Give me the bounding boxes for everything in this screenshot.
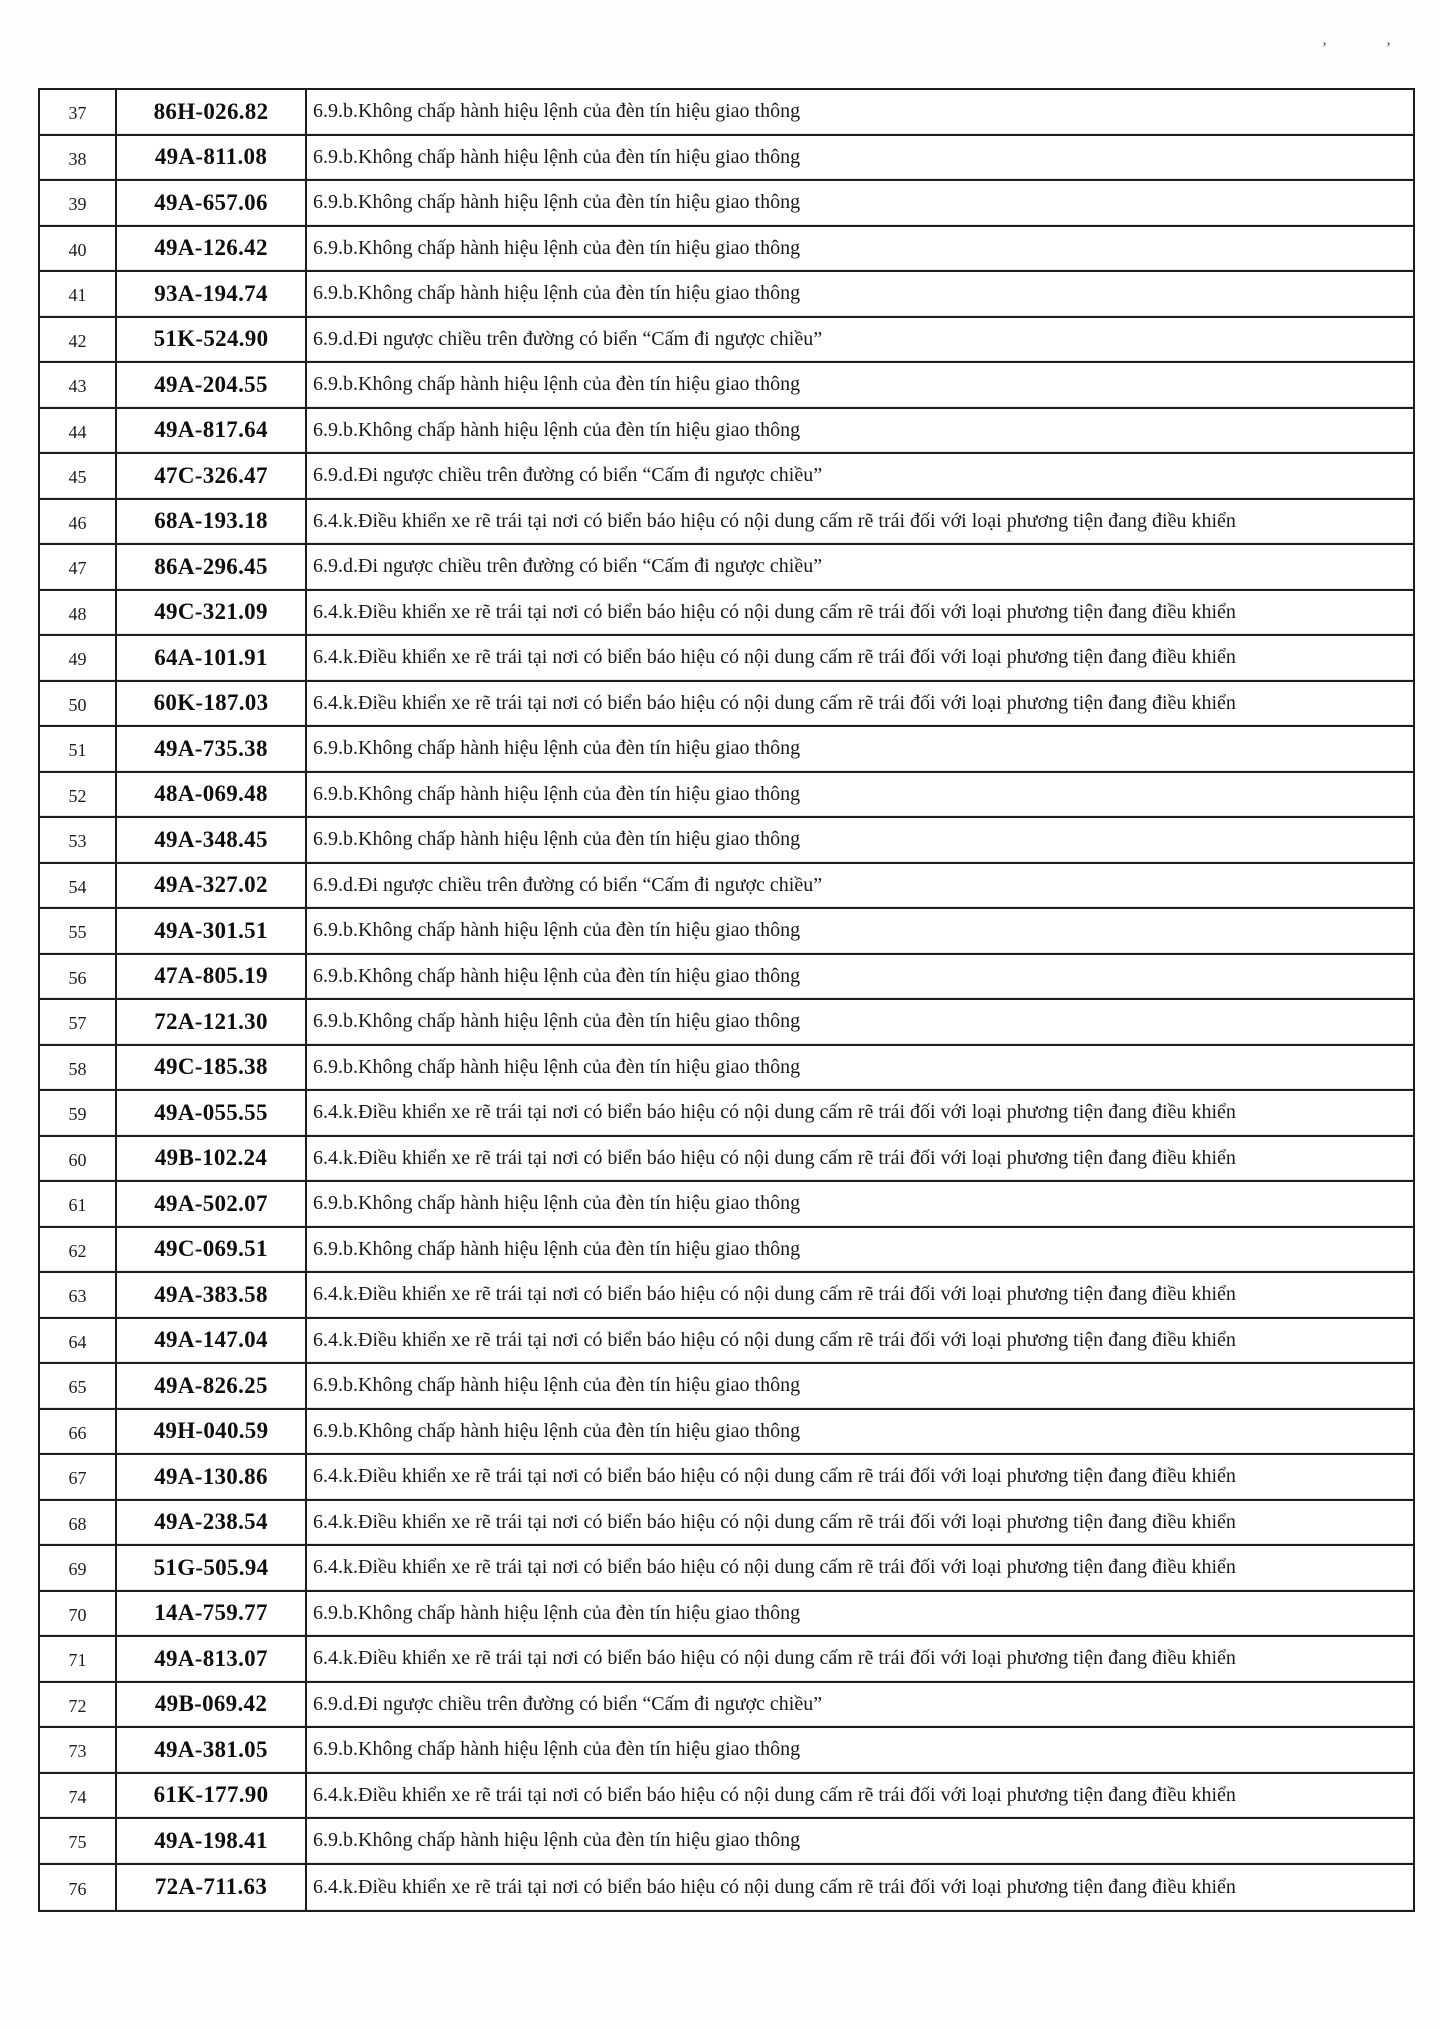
- row-number-cell: 73: [40, 1728, 117, 1772]
- violation-text-cell: 6.9.b.Không chấp hành hiệu lệnh của đèn tín hiệu giao thông: [313, 828, 801, 851]
- violation-text-cell: 6.4.k.Điều khiển xe rẽ trái tại nơi có biển báo hiệu có nội dung cấm rẽ trái đối với loại phương tiện đang điều khiển: [313, 1328, 1236, 1351]
- table-row: [40, 272, 1413, 318]
- violation-text-cell: 6.9.b.Không chấp hành hiệu lệnh của đèn tín hiệu giao thông: [313, 282, 801, 305]
- row-number-cell: 71: [40, 1637, 117, 1681]
- license-plate-cell: 49A-381.05: [117, 1728, 307, 1772]
- table-row: [40, 1182, 1413, 1228]
- license-plate-cell: 49A-301.51: [117, 909, 307, 953]
- row-number-cell: 60: [40, 1137, 117, 1181]
- table-row: [40, 1410, 1413, 1456]
- license-plate-cell: 86H-026.82: [117, 90, 307, 134]
- violation-text-cell: 6.9.b.Không chấp hành hiệu lệnh của đèn tín hiệu giao thông: [313, 1374, 801, 1397]
- license-plate-cell: 49H-040.59: [117, 1410, 307, 1454]
- row-number-cell: 44: [40, 409, 117, 453]
- violation-text-cell: 6.9.b.Không chấp hành hiệu lệnh của đèn tín hiệu giao thông: [313, 1601, 801, 1624]
- row-number-cell: 51: [40, 727, 117, 771]
- row-number-cell: 53: [40, 818, 117, 862]
- violation-text-cell: 6.9.d.Đi ngược chiều trên đường có biển “Cấm đi ngược chiều”: [313, 1692, 823, 1715]
- license-plate-cell: 49A-126.42: [117, 227, 307, 271]
- violation-text-cell: 6.9.b.Không chấp hành hiệu lệnh của đèn tín hiệu giao thông: [313, 100, 801, 123]
- row-number-cell: 64: [40, 1319, 117, 1363]
- violation-text-cell: 6.9.b.Không chấp hành hiệu lệnh của đèn tín hiệu giao thông: [313, 919, 801, 942]
- row-number-cell: 48: [40, 591, 117, 635]
- row-number-cell: 61: [40, 1182, 117, 1226]
- row-number-cell: 67: [40, 1455, 117, 1499]
- license-plate-cell: 60K-187.03: [117, 682, 307, 726]
- table-row: [40, 409, 1413, 455]
- table-row: [40, 636, 1413, 682]
- violation-text-cell: 6.9.b.Không chấp hành hiệu lệnh của đèn tín hiệu giao thông: [313, 1419, 801, 1442]
- row-number-cell: 52: [40, 773, 117, 817]
- license-plate-cell: 49A-826.25: [117, 1364, 307, 1408]
- violation-text-cell: 6.9.b.Không chấp hành hiệu lệnh của đèn tín hiệu giao thông: [313, 782, 801, 805]
- table-row: [40, 227, 1413, 273]
- violation-text-cell: 6.9.b.Không chấp hành hiệu lệnh của đèn tín hiệu giao thông: [313, 145, 801, 168]
- license-plate-cell: 49A-198.41: [117, 1819, 307, 1863]
- license-plate-cell: 49A-055.55: [117, 1091, 307, 1135]
- license-plate-cell: 49C-321.09: [117, 591, 307, 635]
- row-number-cell: 37: [40, 90, 117, 134]
- violation-text-cell: 6.9.b.Không chấp hành hiệu lệnh của đèn tín hiệu giao thông: [313, 737, 801, 760]
- violation-text-cell: 6.9.d.Đi ngược chiều trên đường có biển “Cấm đi ngược chiều”: [313, 464, 823, 487]
- license-plate-cell: 47C-326.47: [117, 454, 307, 498]
- violation-text-cell: 6.9.b.Không chấp hành hiệu lệnh của đèn tín hiệu giao thông: [313, 964, 801, 987]
- violation-text-cell: 6.4.k.Điều khiển xe rẽ trái tại nơi có biển báo hiệu có nội dung cấm rẽ trái đối với loại phương tiện đang điều khiển: [313, 1556, 1236, 1579]
- license-plate-cell: 49A-811.08: [117, 136, 307, 180]
- table-row: [40, 727, 1413, 773]
- table-row: [40, 864, 1413, 910]
- table-row: [40, 1546, 1413, 1592]
- row-number-cell: 50: [40, 682, 117, 726]
- table-row: [40, 955, 1413, 1001]
- row-number-cell: 40: [40, 227, 117, 271]
- license-plate-cell: 49A-383.58: [117, 1273, 307, 1317]
- violation-text-cell: 6.9.b.Không chấp hành hiệu lệnh của đèn tín hiệu giao thông: [313, 236, 801, 259]
- violation-text-cell: 6.4.k.Điều khiển xe rẽ trái tại nơi có biển báo hiệu có nội dung cấm rẽ trái đối với loại phương tiện đang điều khiển: [313, 600, 1236, 623]
- table-row: [40, 773, 1413, 819]
- table-row: [40, 90, 1413, 136]
- row-number-cell: 45: [40, 454, 117, 498]
- violation-text-cell: 6.9.b.Không chấp hành hiệu lệnh của đèn tín hiệu giao thông: [313, 1237, 801, 1260]
- violation-text-cell: 6.4.k.Điều khiển xe rẽ trái tại nơi có biển báo hiệu có nội dung cấm rẽ trái đối với loại phương tiện đang điều khiển: [313, 1146, 1236, 1169]
- row-number-cell: 63: [40, 1273, 117, 1317]
- license-plate-cell: 49C-185.38: [117, 1046, 307, 1090]
- row-number-cell: 59: [40, 1091, 117, 1135]
- table-row: [40, 1501, 1413, 1547]
- row-number-cell: 54: [40, 864, 117, 908]
- violation-text-cell: 6.4.k.Điều khiển xe rẽ trái tại nơi có biển báo hiệu có nội dung cấm rẽ trái đối với loại phương tiện đang điều khiển: [313, 1465, 1236, 1488]
- license-plate-cell: 68A-193.18: [117, 500, 307, 544]
- row-number-cell: 76: [40, 1865, 117, 1911]
- row-number-cell: 65: [40, 1364, 117, 1408]
- violation-text-cell: 6.4.k.Điều khiển xe rẽ trái tại nơi có biển báo hiệu có nội dung cấm rẽ trái đối với loại phương tiện đang điều khiển: [313, 509, 1236, 532]
- license-plate-cell: 49A-817.64: [117, 409, 307, 453]
- license-plate-cell: 64A-101.91: [117, 636, 307, 680]
- license-plate-cell: 51K-524.90: [117, 318, 307, 362]
- scan-artifact-mark: ’: [1386, 40, 1391, 56]
- row-number-cell: 49: [40, 636, 117, 680]
- row-number-cell: 75: [40, 1819, 117, 1863]
- table-row: [40, 909, 1413, 955]
- table-row: [40, 1455, 1413, 1501]
- table-row: [40, 1592, 1413, 1638]
- row-number-cell: 47: [40, 545, 117, 589]
- license-plate-cell: 49A-238.54: [117, 1501, 307, 1545]
- table-row: [40, 1865, 1413, 1911]
- row-number-cell: 70: [40, 1592, 117, 1636]
- license-plate-cell: 49B-069.42: [117, 1683, 307, 1727]
- row-number-cell: 41: [40, 272, 117, 316]
- violation-text-cell: 6.9.b.Không chấp hành hiệu lệnh của đèn tín hiệu giao thông: [313, 191, 801, 214]
- license-plate-cell: 49A-130.86: [117, 1455, 307, 1499]
- license-plate-cell: 49A-657.06: [117, 181, 307, 225]
- row-number-cell: 42: [40, 318, 117, 362]
- license-plate-cell: 72A-711.63: [117, 1865, 307, 1911]
- license-plate-cell: 51G-505.94: [117, 1546, 307, 1590]
- table-row: [40, 1319, 1413, 1365]
- violation-text-cell: 6.9.d.Đi ngược chiều trên đường có biển “Cấm đi ngược chiều”: [313, 873, 823, 896]
- violation-text-cell: 6.9.b.Không chấp hành hiệu lệnh của đèn tín hiệu giao thông: [313, 1738, 801, 1761]
- row-number-cell: 43: [40, 363, 117, 407]
- table-row: [40, 1091, 1413, 1137]
- license-plate-cell: 49C-069.51: [117, 1228, 307, 1272]
- row-number-cell: 62: [40, 1228, 117, 1272]
- table-row: [40, 1137, 1413, 1183]
- table-row: [40, 454, 1413, 500]
- table-row: [40, 591, 1413, 637]
- license-plate-cell: 86A-296.45: [117, 545, 307, 589]
- violation-text-cell: 6.4.k.Điều khiển xe rẽ trái tại nơi có biển báo hiệu có nội dung cấm rẽ trái đối với loại phương tiện đang điều khiển: [313, 1875, 1236, 1898]
- row-number-cell: 46: [40, 500, 117, 544]
- license-plate-cell: 49A-147.04: [117, 1319, 307, 1363]
- violation-text-cell: 6.9.b.Không chấp hành hiệu lệnh của đèn tín hiệu giao thông: [313, 418, 801, 441]
- license-plate-cell: 49A-735.38: [117, 727, 307, 771]
- license-plate-cell: 49A-502.07: [117, 1182, 307, 1226]
- license-plate-cell: 48A-069.48: [117, 773, 307, 817]
- violation-text-cell: 6.4.k.Điều khiển xe rẽ trái tại nơi có biển báo hiệu có nội dung cấm rẽ trái đối với loại phương tiện đang điều khiển: [313, 1101, 1236, 1124]
- row-number-cell: 58: [40, 1046, 117, 1090]
- license-plate-cell: 14A-759.77: [117, 1592, 307, 1636]
- table-row: [40, 1273, 1413, 1319]
- row-number-cell: 72: [40, 1683, 117, 1727]
- table-row: [40, 1000, 1413, 1046]
- scan-artifact-mark: ’: [1322, 40, 1327, 56]
- violation-text-cell: 6.4.k.Điều khiển xe rẽ trái tại nơi có biển báo hiệu có nội dung cấm rẽ trái đối với loại phương tiện đang điều khiển: [313, 1647, 1236, 1670]
- row-number-cell: 38: [40, 136, 117, 180]
- violation-text-cell: 6.4.k.Điều khiển xe rẽ trái tại nơi có biển báo hiệu có nội dung cấm rẽ trái đối với loại phương tiện đang điều khiển: [313, 1510, 1236, 1533]
- violation-text-cell: 6.9.b.Không chấp hành hiệu lệnh của đèn tín hiệu giao thông: [313, 1192, 801, 1215]
- violation-table: [38, 88, 1415, 1912]
- row-number-cell: 39: [40, 181, 117, 225]
- row-number-cell: 55: [40, 909, 117, 953]
- license-plate-cell: 72A-121.30: [117, 1000, 307, 1044]
- table-row: [40, 1774, 1413, 1820]
- row-number-cell: 68: [40, 1501, 117, 1545]
- violation-text-cell: 6.4.k.Điều khiển xe rẽ trái tại nơi có biển báo hiệu có nội dung cấm rẽ trái đối với loại phương tiện đang điều khiển: [313, 691, 1236, 714]
- table-row: [40, 545, 1413, 591]
- row-number-cell: 66: [40, 1410, 117, 1454]
- violation-text-cell: 6.4.k.Điều khiển xe rẽ trái tại nơi có biển báo hiệu có nội dung cấm rẽ trái đối với loại phương tiện đang điều khiển: [313, 1783, 1236, 1806]
- table-row: [40, 682, 1413, 728]
- table-row: [40, 1228, 1413, 1274]
- table-row: [40, 318, 1413, 364]
- license-plate-cell: 49A-204.55: [117, 363, 307, 407]
- table-row: [40, 1728, 1413, 1774]
- violation-text-cell: 6.9.b.Không chấp hành hiệu lệnh của đèn tín hiệu giao thông: [313, 1010, 801, 1033]
- table-row: [40, 1637, 1413, 1683]
- violation-text-cell: 6.9.b.Không chấp hành hiệu lệnh của đèn tín hiệu giao thông: [313, 1829, 801, 1852]
- violation-text-cell: 6.9.b.Không chấp hành hiệu lệnh của đèn tín hiệu giao thông: [313, 373, 801, 396]
- table-row: [40, 181, 1413, 227]
- license-plate-cell: 49B-102.24: [117, 1137, 307, 1181]
- license-plate-cell: 49A-813.07: [117, 1637, 307, 1681]
- table-row: [40, 1046, 1413, 1092]
- table-row: [40, 363, 1413, 409]
- row-number-cell: 56: [40, 955, 117, 999]
- table-row: [40, 1364, 1413, 1410]
- table-row: [40, 500, 1413, 546]
- row-number-cell: 69: [40, 1546, 117, 1590]
- table-row: [40, 1819, 1413, 1865]
- table-row: [40, 1683, 1413, 1729]
- license-plate-cell: 47A-805.19: [117, 955, 307, 999]
- violation-text-cell: 6.4.k.Điều khiển xe rẽ trái tại nơi có biển báo hiệu có nội dung cấm rẽ trái đối với loại phương tiện đang điều khiển: [313, 1283, 1236, 1306]
- table-row: [40, 136, 1413, 182]
- license-plate-cell: 93A-194.74: [117, 272, 307, 316]
- license-plate-cell: 61K-177.90: [117, 1774, 307, 1818]
- violation-text-cell: 6.4.k.Điều khiển xe rẽ trái tại nơi có biển báo hiệu có nội dung cấm rẽ trái đối với loại phương tiện đang điều khiển: [313, 646, 1236, 669]
- violation-text-cell: 6.9.d.Đi ngược chiều trên đường có biển “Cấm đi ngược chiều”: [313, 555, 823, 578]
- license-plate-cell: 49A-327.02: [117, 864, 307, 908]
- violation-text-cell: 6.9.d.Đi ngược chiều trên đường có biển “Cấm đi ngược chiều”: [313, 327, 823, 350]
- license-plate-cell: 49A-348.45: [117, 818, 307, 862]
- row-number-cell: 57: [40, 1000, 117, 1044]
- table-row: [40, 818, 1413, 864]
- violation-text-cell: 6.9.b.Không chấp hành hiệu lệnh của đèn tín hiệu giao thông: [313, 1055, 801, 1078]
- row-number-cell: 74: [40, 1774, 117, 1818]
